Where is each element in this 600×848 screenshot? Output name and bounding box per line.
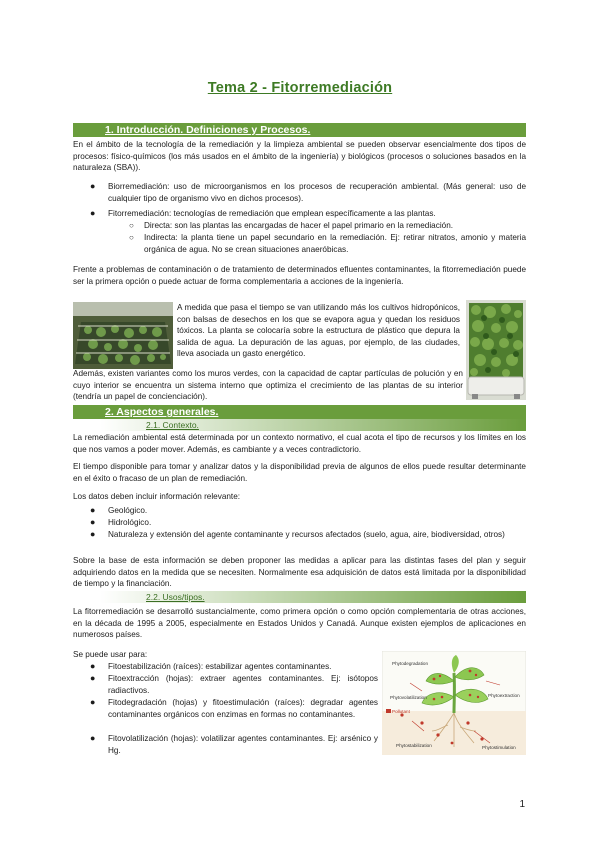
data-item-hidrologico: Hidrológico. <box>108 518 152 527</box>
data-item-naturaleza: Naturaleza y extensión del agente contaminante y recursos afectados (suelo, agua, aire, biodiversidad, otros) <box>108 530 505 539</box>
paragraph-tiempo: El tiempo disponible para tomar y analizar datos y la disponibilidad previa de algunos de ellos puede resultar determinante en el éxito o fracaso de un plan de remediación. <box>73 462 526 483</box>
sub-bullet-indirecta: Indirecta: la planta tiene un papel secundario en la remediación. Ej: retirar nitratos, amonio y materia orgánica de agua. No se crean situaciones anaeróbicas. <box>144 233 526 254</box>
bullet-biorremediacion: Biorremediación: uso de microorganismos en los procesos de recuperación ambiental. (Más general: uso de cualquier tipo de organismo vivo en dichos procesos). <box>108 182 526 203</box>
subsection-2-2-heading: 2.2. Usos/tipos. <box>146 592 205 602</box>
paragraph-sobre-la-base: Sobre la base de esta información se deben proponer las medidas a aplicar para las distintas fases del plan y seguir adquiriendo datos en la medida que se necesiten. Normalmente esa adquisición de datos está limitada por la disponibilidad de tiempo y la financiación. <box>73 556 526 589</box>
sub-bullet-directa: Directa: son las plantas las encargadas de hacer el papel primario en la remediación. <box>144 221 454 230</box>
sub-bullet-circle: ○ <box>129 221 134 230</box>
bullet-dot: ● <box>90 661 96 671</box>
paragraph-desarrollo: La fitorremediación se desarrolló sustancialmente, como primera opción o como opción complementaria de otras acciones, en la década de 1995 a 2005, especialmente en Estados Unidos y Canadá. Aunque existen ejemplos de aplicaciones en numerosos países. <box>73 607 526 640</box>
use-fitoextraccion: Fitoextracción (hojas): extraer agentes contaminantes. Ej: isótopos radiactivos. <box>108 674 378 695</box>
label-phytovolatilization: Phytovolatilization <box>390 695 427 700</box>
bullet-dot: ● <box>90 208 96 218</box>
use-fitovolatilizacion: Fitovolatilización (hojas): volatilizar agentes contaminantes. Ej: arsénico y Hg. <box>108 734 378 755</box>
bullet-dot: ● <box>90 517 96 527</box>
subsection-2-1-bar <box>73 419 526 431</box>
data-item-geologico: Geológico. <box>108 506 148 515</box>
bullet-dot: ● <box>90 673 96 683</box>
section-1-heading: 1. Introducción. Definiciones y Procesos. <box>105 124 311 136</box>
label-pollutant: Pollutant <box>392 709 410 714</box>
pollutant-legend-swatch <box>386 709 391 713</box>
paragraph-hidroponicos: A medida que pasa el tiempo se van utilizando más los cultivos hidropónicos, con balsas de desechos en los que se evapora agua y quedan los residuos tóxicos. La planta se colocaría sobre la estructura de plástico que depura la salida de agua. La depuración de las aguas, por ejemplo, de las ciudades, lleva asociada un gasto energético. <box>177 303 460 359</box>
use-fitodegradacion: Fitodegradación (hojas) y fitoestimulación (raíces): degradar agentes contaminantes orgánicos con enzimas en formas no contaminantes. <box>108 698 378 719</box>
paragraph-muros-verdes: Además, existen variantes como los muros verdes, con la capacidad de captar partículas de polución y en cuyo interior se encuentra un sistema interno que optimiza el crecimiento de las plantas de su interior (tendría un papel de concienciación). <box>73 369 463 402</box>
label-phytostimulation: Phytostimulation <box>482 745 516 750</box>
bullet-dot: ● <box>90 181 96 191</box>
label-phytostabilization: Phytostabilization <box>396 743 432 748</box>
green-wall-photo <box>466 300 526 400</box>
subsection-2-2-bar <box>73 591 526 603</box>
bullet-dot: ● <box>90 529 96 539</box>
use-fitoestabilizacion: Fitoestabilización (raíces): estabilizar agentes contaminantes. <box>108 662 332 671</box>
bullet-dot: ● <box>90 505 96 515</box>
label-phytodegradation: Phytodegradation <box>392 661 429 666</box>
sub-bullet-circle: ○ <box>129 233 134 242</box>
page-number: 1 <box>519 799 525 810</box>
paragraph-se-puede-usar: Se puede usar para: <box>73 650 148 659</box>
section-2-heading: 2. Aspectos generales. <box>105 406 219 418</box>
page-title: Tema 2 - Fitorremediación <box>207 80 393 96</box>
bullet-dot: ● <box>90 697 96 707</box>
subsection-2-1-heading: 2.1. Contexto. <box>146 420 199 430</box>
bullet-fitorremediacion: Fitorremediación: tecnologías de remediación que emplean específicamente a las plantas. <box>108 209 436 218</box>
bullet-dot: ● <box>90 733 96 743</box>
paragraph-contexto: La remediación ambiental está determinada por un contexto normativo, el cual acota el tipo de recursos y los límites en los que nos vamos a poder mover. Además, es cambiante y a veces contradictorio. <box>73 433 526 454</box>
section-2-heading-bar <box>73 405 526 419</box>
section-1-heading-bar <box>73 123 526 137</box>
label-phytoextraction: Phytoextraction <box>488 693 520 698</box>
intro-paragraph: En el ámbito de la tecnología de la remediación y la limpieza ambiental se pueden observar esencialmente dos tipos de procesos: físico-químicos (los más usados en el ámbito de la ingeniería) y biológicos (procesos o soluciones basados en la naturaleza (SBA)). <box>73 140 526 173</box>
paragraph-datos: Los datos deben incluir información relevante: <box>73 492 241 501</box>
phytoremediation-diagram <box>382 651 526 755</box>
paragraph-frente: Frente a problemas de contaminación o de tratamiento de determinados efluentes contaminantes, la fitorremediación puede ser la primera opción o puede actuar de forma complementaria a acciones de la ingeniería. <box>73 265 526 286</box>
hydroponic-pond-photo <box>73 302 173 369</box>
